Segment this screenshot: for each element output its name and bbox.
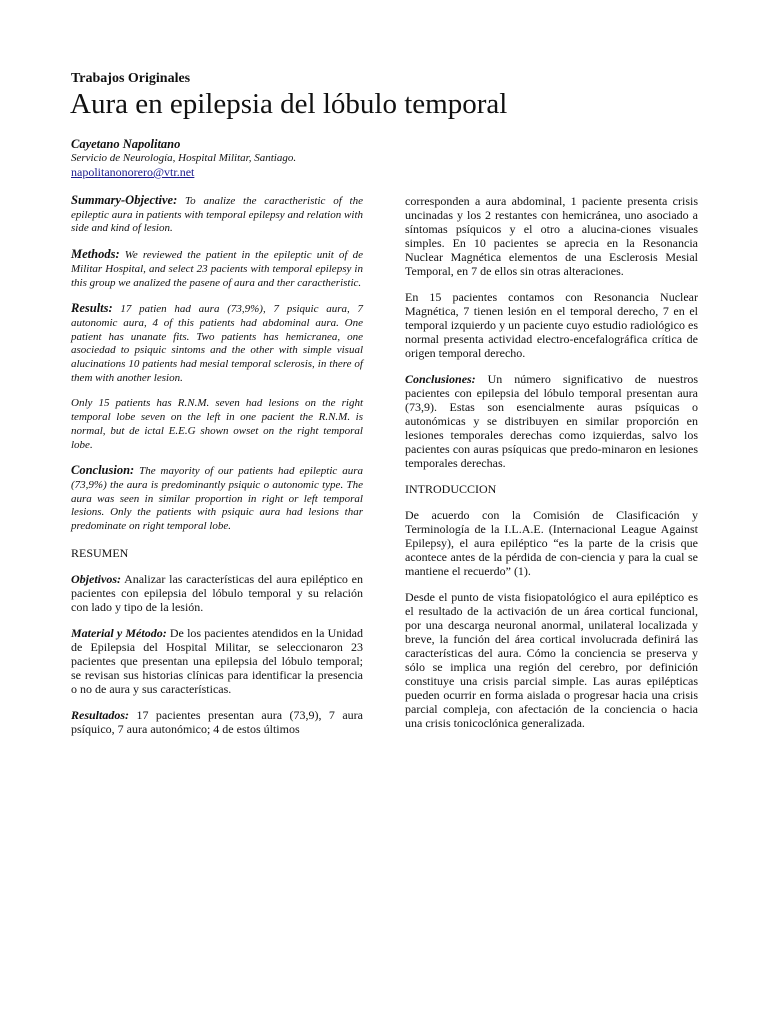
methods-label: Methods: xyxy=(71,247,120,262)
summary-paragraph xyxy=(71,194,363,236)
conclusion-label: Conclusion: xyxy=(71,463,135,478)
introduccion-heading: INTRODUCCION xyxy=(405,482,497,496)
summary-text: To analize the caractheristic of the epileptic aura in patients with temporal epilepsy and relation with side and kind of lesion. xyxy=(71,195,363,235)
summary-label: Summary-Objective: xyxy=(71,193,178,207)
results-paragraph-2: Only 15 patients has R.N.M. seven had lesions on the right temporal lobe seven on the left in one pacient the R.N.M. is normal, but de ictal E.E.G shown owset on the right temporal lobe. xyxy=(71,397,363,451)
results-paragraph xyxy=(71,302,363,385)
material-label: Material y Método: xyxy=(71,625,167,640)
intro-paragraph-2: Desde el punto de vista fisiopatológico el aura epiléptico es el resultado de la activación de un área cortical funcional, por una descarga neuronal anormal, unilateral localizada y breve, la función del área cortical involucrada definirá las características del aura. Cómo la conciencia se preserva y sólo se implica una región del cerebro, por definición constituye una crisis parcial simple. Las auras epilépticas pueden ocurrir en forma aislada o progresar hacia una crisis parcial compleja, con afectación de la conciencia o hacia una crisis tonicoclónica generalizada. xyxy=(405,590,698,730)
conclusiones-label: Conclusiones: xyxy=(405,372,476,386)
intro-paragraph-1: De acuerdo con la Comisión de Clasificación y Terminología de la I.L.A.E. (Internacional League Against Epilepsy), el aura epiléptico “es la parte de la crisis que acontece antes de la pérdida de con-ciencia y para la cual se mantiene el recuerdo” (1). xyxy=(405,508,698,578)
article-title: Aura en epilepsia del lóbulo temporal xyxy=(70,88,508,120)
objetivos-text: Analizar las características del aura epiléptico en pacientes con epilepsia del lóbulo temporal y su relación con lado y tipo de la lesión. xyxy=(71,571,363,614)
conclusiones-text: Un número significativo de nuestros pacientes con epilepsia del lóbulo temporal presentan aura (73,9). Estas son esencialmente auras psíquicas o autonómicas y se distribuyen en similar proporción en lesiones temporales derechas como izquierdas, salvo los pacientes con auras psíquicas que predo-minaron en lesiones temporales derechas. xyxy=(405,372,698,470)
methods-text: We reviewed the patient in the epileptic unit of de Militar Hospital, and select 23 pacients with temporal epilepsy in this group we analized the pasene of aura and ther caractheristic. xyxy=(71,249,363,289)
results-text: 17 patien had aura (73,9%), 7 psiquic aura, 7 autonomic aura, 4 of this patients had abdominal aura. One patient has unanate fits. Two patients has hemicranea, one asociedad to psiquic sintoms and the other with simple visual alucinations 10 patients had mesial temporal sclerosis, in there of them with another lesion. xyxy=(71,303,363,384)
left-column xyxy=(71,194,363,748)
author-name: Cayetano Napolitano xyxy=(71,137,181,151)
material-paragraph xyxy=(71,626,363,696)
resultados-label: Resultados: xyxy=(71,707,130,722)
conclusion-text: The mayority of our patients had epileptic aura (73,9%) the aura is predominantly psiquic o autonomic type. The aura was seen in similar proportion in right or left temporal lesions. Only the patients with psiquic aura had lesions thar predominate on right temporal lobe. xyxy=(71,465,363,533)
section-label: Trabajos Originales xyxy=(71,71,191,86)
right-column xyxy=(405,194,698,742)
methods-paragraph xyxy=(71,248,363,290)
objetivos-paragraph xyxy=(71,572,363,614)
results-label: Results: xyxy=(71,301,113,316)
author-email-link[interactable]: napolitanonorero@vtr.net xyxy=(71,165,195,179)
resumen-heading: RESUMEN xyxy=(71,545,129,560)
conclusiones-paragraph xyxy=(405,372,698,470)
resultados-paragraph xyxy=(71,708,363,736)
objetivos-label: Objetivos: xyxy=(71,571,121,586)
resultados-text: 17 pacientes presentan aura (73,9), 7 aura psíquico, 7 aura autonómico; 4 de estos últimos xyxy=(71,707,363,736)
resultados-continued-paragraph: corresponden a aura abdominal, 1 paciente presenta crisis uncinadas y los 2 restantes con hemicránea, uno asociado a síntomas psíquicos y el otro a alucina-ciones visuales simples. En 10 pacientes se aprecia en la Resonancia Nuclear Magnética elementos de una Esclerosis Mesial Temporal, en 7 de ellos sin otras alteraciones. xyxy=(405,194,698,278)
material-text: De los pacientes atendidos en la Unidad de Epilepsia del Hospital Militar, se seleccionaron 23 pacientes que presentan una epilepsia del lóbulo temporal; se revisan sus historias clínicas para identificar la presencia o no de aura y sus características. xyxy=(71,625,363,696)
conclusion-paragraph xyxy=(71,464,363,534)
rnm-paragraph: En 15 pacientes contamos con Resonancia Nuclear Magnética, 7 tienen lesión en el temporal derecho, 7 en el temporal izquierdo y un paciente cuyo estudio radiológico es normal presenta actividad electro-encefalográfica crítica de origen temporal derecho. xyxy=(405,290,698,360)
author-affiliation: Servicio de Neurología, Hospital Militar, Santiago. xyxy=(71,152,297,164)
